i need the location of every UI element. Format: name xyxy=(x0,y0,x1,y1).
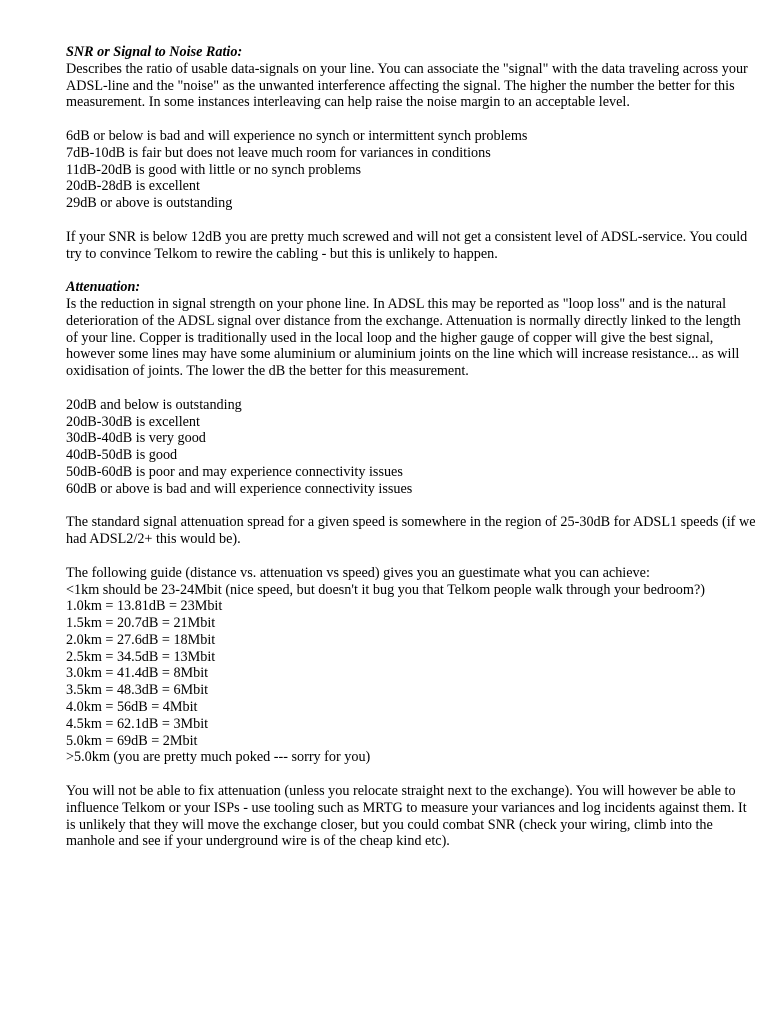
snr-ratings-list xyxy=(66,128,756,212)
guide-item: 3.5km = 48.3dB = 6Mbit xyxy=(66,682,209,699)
guide-intro: The following guide (distance vs. attenuation vs speed) gives you an guestimate what you can achieve: xyxy=(66,564,650,581)
document-body xyxy=(66,44,756,850)
guide-item: 1.5km = 20.7dB = 21Mbit xyxy=(66,615,216,632)
attenuation-ratings-list xyxy=(66,397,756,498)
spacer xyxy=(66,111,756,128)
guide-list xyxy=(66,582,756,767)
spacer xyxy=(66,212,756,229)
snr-note: If your SNR is below 12dB you are pretty much screwed and will not get a consistent level of ADSL-service. You could try to convince Telkom to rewire the cabling - but this is unlikely to happen. xyxy=(66,228,748,262)
spacer xyxy=(66,766,756,783)
spacer xyxy=(66,262,756,279)
snr-rating-item: 29dB or above is outstanding xyxy=(66,195,233,212)
guide-item: 4.0km = 56dB = 4Mbit xyxy=(66,699,198,716)
attenuation-rating-item: 20dB and below is outstanding xyxy=(66,396,242,413)
attenuation-description: Is the reduction in signal strength on your phone line. In ADSL this may be reported as "loop loss" and is the natural deterioration of the ADSL signal over distance from the exchange. Attenuation is normally directly linked to the length of your line. Copper is traditionally used in the local loop and the higher gauge of copper will give the best signal, however some lines may have some aluminium or aluminium joints on the line which will increase resistance... as will oxidisation of joints. The lower the dB the better for this measurement. xyxy=(66,295,741,380)
attenuation-rating-item: 30dB-40dB is very good xyxy=(66,430,206,447)
snr-rating-item: 11dB-20dB is good with little or no synch problems xyxy=(66,161,362,178)
guide-item: >5.0km (you are pretty much poked --- sorry for you) xyxy=(66,749,371,766)
snr-rating-item: 20dB-28dB is excellent xyxy=(66,178,200,195)
attenuation-rating-item: 50dB-60dB is poor and may experience connectivity issues xyxy=(66,463,403,480)
attenuation-spread-note: The standard signal attenuation spread for a given speed is somewhere in the region of 25-30dB for ADSL1 speeds (if we had ADSL2/2+ this would be). xyxy=(66,514,756,548)
attenuation-heading: Attenuation: xyxy=(66,279,141,296)
guide-item: 5.0km = 69dB = 2Mbit xyxy=(66,732,198,749)
spacer xyxy=(66,548,756,565)
closing-paragraph: You will not be able to fix attenuation (unless you relocate straight next to the exchange). You will however be able to influence Telkom or your ISPs - use tooling such as MRTG to measure your variances and log incidents against them. It is unlikely that they will move the exchange closer, but you could combat SNR (check your wiring, climb into the manhole and see if your underground wire is of the cheap kind etc). xyxy=(66,783,747,850)
snr-description: Describes the ratio of usable data-signals on your line. You can associate the "signal" with the data traveling across your ADSL-line and the "noise" as the unwanted interference affecting the signal. The higher the number the better for this measurement. In some instances interleaving can help raise the noise margin to an acceptable level. xyxy=(66,60,748,111)
guide-item: 3.0km = 41.4dB = 8Mbit xyxy=(66,665,209,682)
guide-item: 4.5km = 62.1dB = 3Mbit xyxy=(66,715,209,732)
guide-item: 2.0km = 27.6dB = 18Mbit xyxy=(66,631,216,648)
snr-rating-item: 6dB or below is bad and will experience no synch or intermittent synch problems xyxy=(66,127,528,144)
snr-rating-item: 7dB-10dB is fair but does not leave much room for variances in conditions xyxy=(66,144,491,161)
spacer xyxy=(66,498,756,515)
spacer xyxy=(66,380,756,397)
guide-item: 2.5km = 34.5dB = 13Mbit xyxy=(66,648,216,665)
attenuation-rating-item: 40dB-50dB is good xyxy=(66,447,178,464)
guide-item: <1km should be 23-24Mbit (nice speed, but doesn't it bug you that Telkom people walk through your bedroom?) xyxy=(66,581,705,598)
attenuation-rating-item: 20dB-30dB is excellent xyxy=(66,413,200,430)
guide-item: 1.0km = 13.81dB = 23Mbit xyxy=(66,598,223,615)
snr-heading: SNR or Signal to Noise Ratio: xyxy=(66,44,243,60)
attenuation-rating-item: 60dB or above is bad and will experience connectivity issues xyxy=(66,480,413,497)
